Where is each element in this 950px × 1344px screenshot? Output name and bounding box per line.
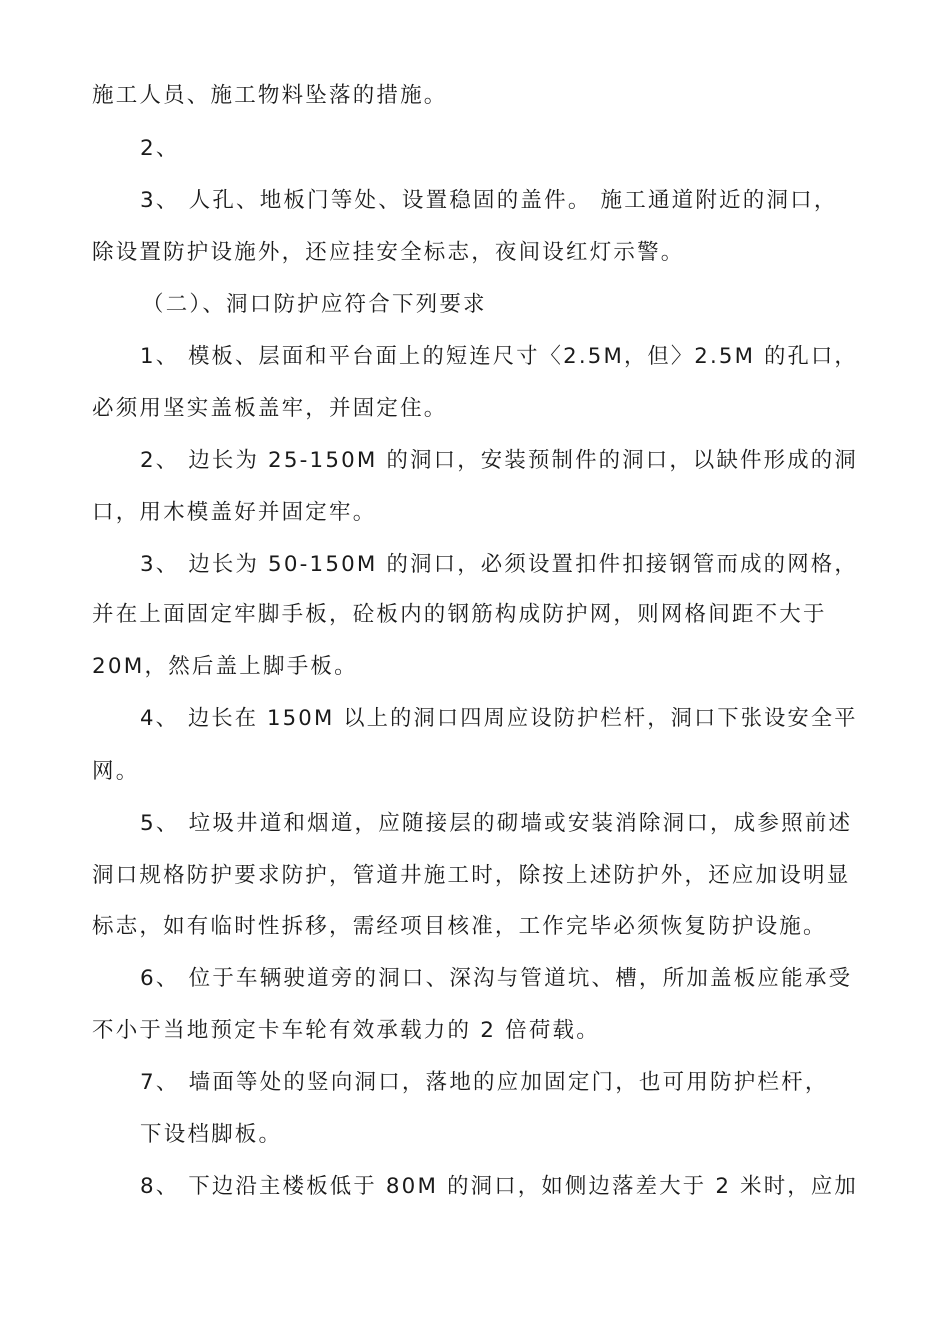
text-line-7: 必须用坚实盖板盖牢，并固定住。 [92,396,448,421]
text-line-3: 3、 人孔、地板门等处、设置稳固的盖件。 施工通道附近的洞口， [140,188,838,213]
text-line-21: 下设档脚板。 [140,1122,283,1147]
text-line-17: 标志，如有临时性拆移，需经项目核准，工作完毕必须恢复防护设施。 [92,914,827,939]
text-line-19: 不小于当地预定卡车轮有效承载力的 2 倍荷载。 [92,1018,600,1043]
text-line-11: 并在上面固定牢脚手板，砼板内的钢筋构成防护网，则网格间距不大于 [92,602,827,627]
text-line-15: 5、 垃圾井道和烟道，应随接层的砌墙或安装消除洞口，成参照前述 [140,811,853,836]
text-line-22: 8、 下边沿主楼板低于 80M 的洞口，如侧边落差大于 2 米时，应加 [140,1174,858,1199]
text-line-13: 4、 边长在 150M 以上的洞口四周应设防护栏杆，洞口下张设安全平 [140,706,858,731]
text-line-10: 3、 边长为 50-150M 的洞口，必须设置扣件扣接钢管而成的网格， [140,552,858,577]
text-line-8: 2、 边长为 25-150M 的洞口，安装预制件的洞口，以缺件形成的洞 [140,448,858,473]
text-line-18: 6、 位于车辆驶道旁的洞口、深沟与管道坑、槽，所加盖板应能承受 [140,966,853,991]
section-heading: （二）、洞口防护应符合下列要求 [142,292,487,317]
text-line-2: 2、 [140,136,180,161]
text-line-6: 1、 模板、层面和平台面上的短连尺寸〈2.5M，但〉2.5M 的孔口， [140,344,858,369]
text-line-14: 网。 [92,759,140,784]
text-line-20: 7、 墙面等处的竖向洞口，落地的应加固定门，也可用防护栏杆， [140,1070,829,1095]
text-line-12: 20M，然后盖上脚手板。 [92,654,358,679]
text-line-9: 口，用木模盖好并固定牢。 [92,500,377,525]
text-line-16: 洞口规格防护要求防护，管道井施工时，除按上述防护外，还应加设明显 [92,863,851,888]
text-line-1: 施工人员、施工物料坠落的措施。 [92,83,448,108]
text-line-4: 除设置防护设施外，还应挂安全标志，夜间设红灯示警。 [92,240,685,265]
